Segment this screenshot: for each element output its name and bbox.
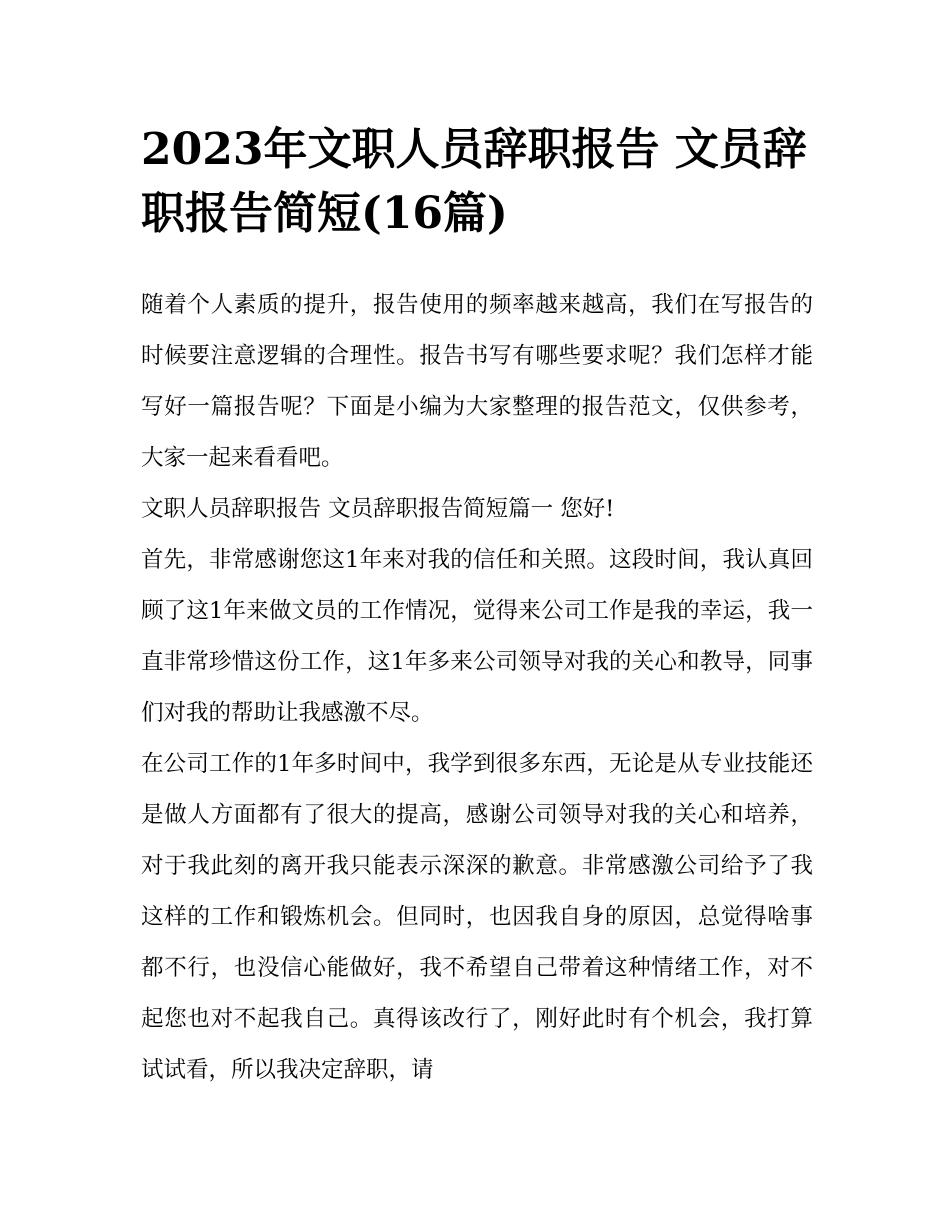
body-paragraph: 在公司工作的1年多时间中，我学到很多东西，无论是从专业技能还是做人方面都有了很大的提高，感谢公司领导对我的关心和培养，对于我此刻的离开我只能表示深深的歉意。非常感激公司给予了我这样的工作和锻炼机会。但同时，也因我自身的原因，总觉得啥事都不行，也没信心能做好，我不希望自己带着这种情绪工作，对不起您也对不起我自己。真得该改行了，刚好此时有个机会，我打算试试看，所以我决定辞职，请 <box>141 751 813 1083</box>
section-heading-paragraph: 文职人员辞职报告 文员辞职报告简短篇一 您好! <box>141 496 615 522</box>
document-title: 2023年文职人员辞职报告 文员辞职报告简短(16篇) <box>141 124 807 239</box>
body-paragraph: 首先，非常感谢您这1年来对我的信任和关照。这段时间，我认真回顾了这1年来做文员的工作情况，觉得来公司工作是我的幸运，我一直非常珍惜这份工作，这1年多来公司领导对我的关心和教导，同事们对我的帮助让我感激不尽。 <box>141 547 813 726</box>
document-page <box>141 118 813 1096</box>
document-body <box>141 280 813 1096</box>
intro-paragraph: 随着个人素质的提升，报告使用的频率越来越高，我们在写报告的时候要注意逻辑的合理性。报告书写有哪些要求呢？我们怎样才能写好一篇报告呢？下面是小编为大家整理的报告范文，仅供参考，大家一起来看看吧。 <box>141 292 813 471</box>
